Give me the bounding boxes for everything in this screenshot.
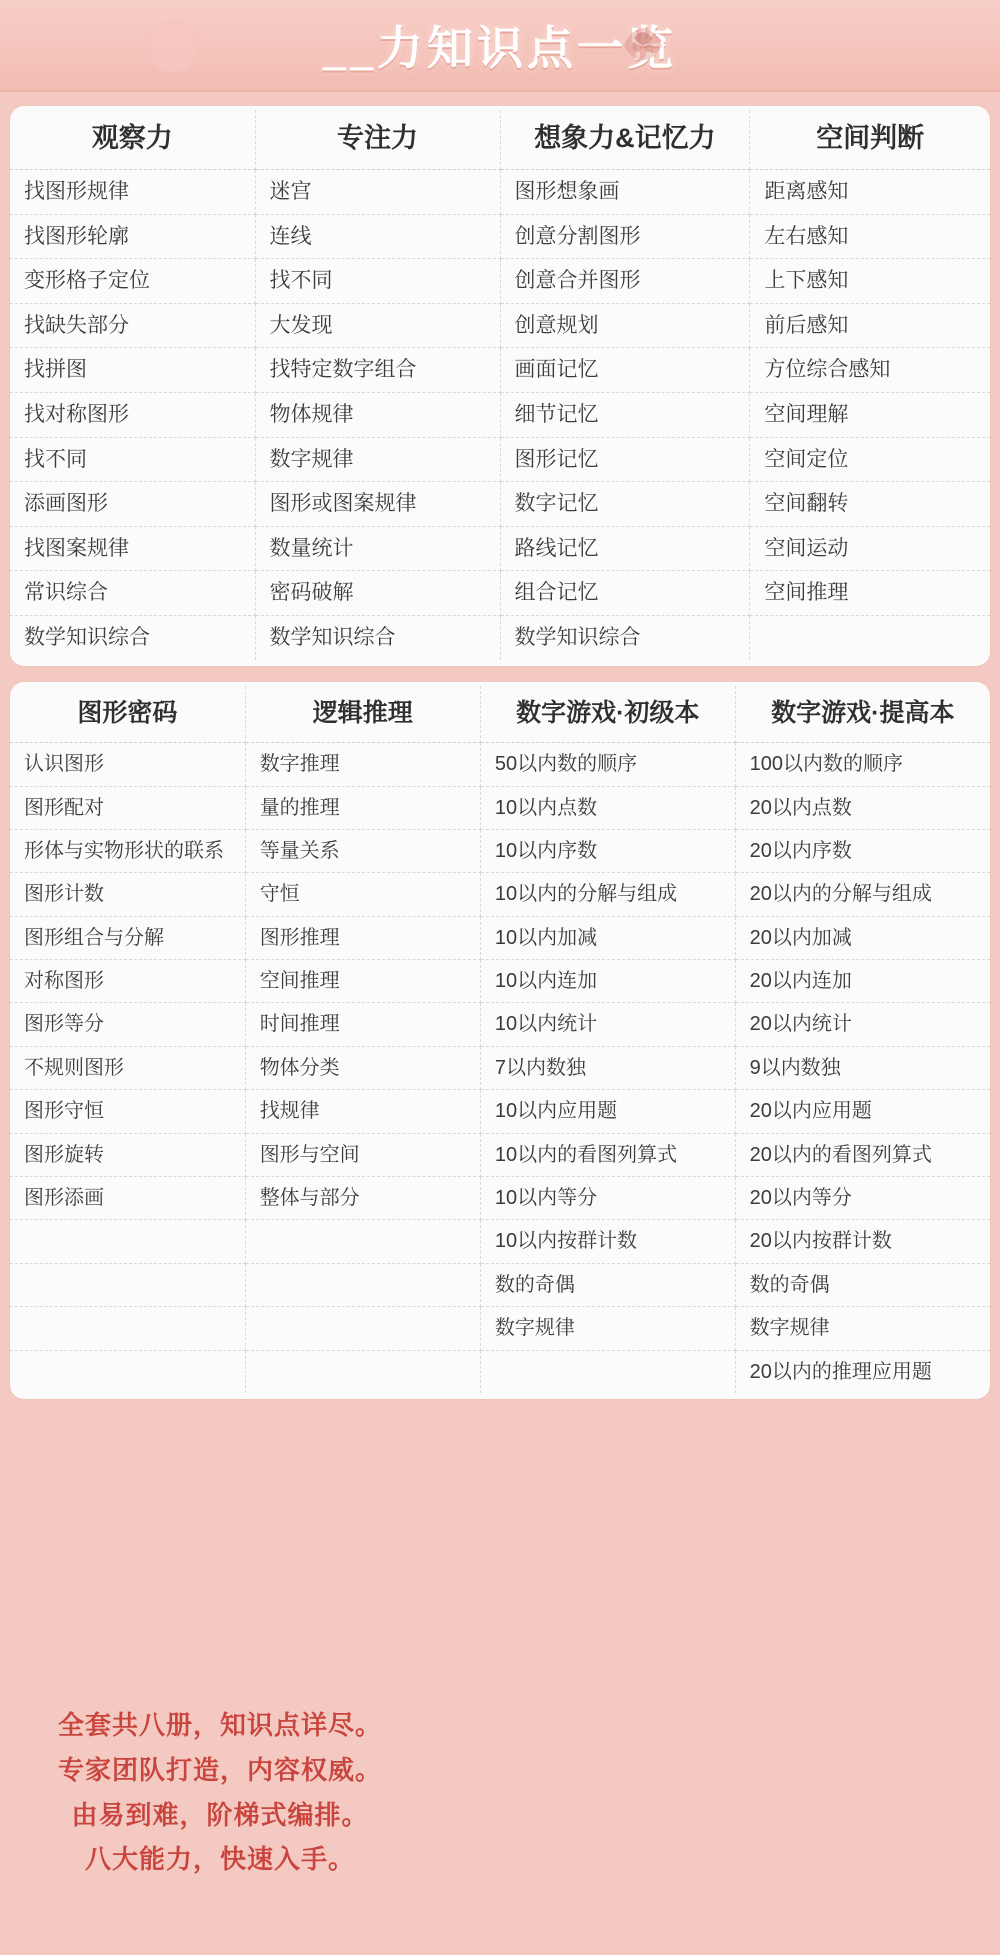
table-row [10,571,990,616]
table-cell: 距离感知 [750,169,990,214]
table-cell: 10以内的分解与组成 [480,873,735,916]
topics-table [10,686,990,1393]
table-cell: 等量关系 [245,829,480,872]
table-cell: 时间推理 [245,1003,480,1046]
page-title: __力知识点一览 [323,23,677,74]
table-cell: 20以内加减 [735,916,990,959]
footer-note [30,1704,410,1883]
table-cell: 空间推理 [750,571,990,616]
table-cell-empty [245,1220,480,1263]
table-cell: 找对称图形 [10,392,255,437]
table-cell-empty [245,1307,480,1350]
table-cell: 大发现 [255,303,500,348]
table-cell: 空间翻转 [750,482,990,527]
table-cell: 添画图形 [10,482,255,527]
table-row [10,1263,990,1306]
table-cell-empty [480,1350,735,1393]
table-cell: 数的奇偶 [735,1263,990,1306]
table-cell: 数字规律 [255,437,500,482]
table-cell: 创意规划 [500,303,750,348]
table-cell: 20以内的分解与组成 [735,873,990,916]
table-cell: 量的推理 [245,786,480,829]
table-cell: 数字记忆 [500,482,750,527]
table-cell: 方位综合感知 [750,348,990,393]
table-cell: 找图形轮廓 [10,214,255,259]
table-cell: 100以内数的顺序 [735,743,990,786]
column-header-shape-code: 图形密码 [10,686,245,743]
table-row [10,743,990,786]
table-cell: 整体与部分 [245,1177,480,1220]
table-cell: 图形等分 [10,1003,245,1046]
table-row [10,1090,990,1133]
table-cell: 数的奇偶 [480,1263,735,1306]
table-cell: 7以内数独 [480,1046,735,1089]
table-cell: 20以内连加 [735,960,990,1003]
table-cell: 50以内数的顺序 [480,743,735,786]
table-cell: 左右感知 [750,214,990,259]
table-cell-empty [10,1307,245,1350]
table-cell: 认识图形 [10,743,245,786]
table-row [10,303,990,348]
table-cell: 20以内的推理应用题 [749,1360,932,1383]
table-cell: 细节记忆 [500,392,750,437]
table-cell: 20以内统计 [735,1003,990,1046]
table-cell: 物体分类 [245,1046,480,1089]
table-row [10,259,990,304]
table-cell: 10以内连加 [480,960,735,1003]
table-cell: 变形格子定位 [10,259,255,304]
footer-note-line: 全套共八册，知识点详尽。 [57,1711,382,1741]
table-cell: 找图形规律 [10,169,255,214]
table-row [10,1003,990,1046]
abilities-table [10,110,990,660]
table-row [10,1046,990,1089]
table-cell-empty [10,1350,245,1393]
table-cell: 20以内等分 [735,1177,990,1220]
table-cell-empty [10,1263,245,1306]
table-cell: 创意分割图形 [500,214,750,259]
footer-note-line: 由易到难，阶梯式编排。 [71,1800,369,1830]
table-cell: 常识综合 [10,571,255,616]
table-cell: 图形想象画 [500,169,750,214]
table-cell: 图形添画 [10,1177,245,1220]
table-cell: 空间定位 [750,437,990,482]
table-row [10,616,990,660]
table-cell: 20以内的看图列算式 [735,1133,990,1176]
table-cell: 数学知识综合 [255,616,500,660]
table-row [10,786,990,829]
table-cell: 数字推理 [245,743,480,786]
table-cell: 找特定数字组合 [255,348,500,393]
column-header-logic: 逻辑推理 [245,686,480,743]
table-cell: 10以内按群计数 [480,1220,735,1263]
table-row [10,348,990,393]
table-cell: 图形与空间 [245,1133,480,1176]
table-cell: 连线 [255,214,500,259]
table-row [10,437,990,482]
table-cell: 不规则图形 [10,1046,245,1089]
table-cell: 10以内点数 [480,786,735,829]
table-row [10,1350,990,1393]
ink-blot-icon [150,20,196,72]
table-cell: 图形或图案规律 [255,482,500,527]
table-cell-empty [750,616,990,660]
table-cell: 找图案规律 [10,526,255,571]
table-cell: 密码破解 [255,571,500,616]
table-row [10,482,990,527]
table-row [10,392,990,437]
table-row [10,214,990,259]
table-cell-empty [245,1263,480,1306]
table-cell: 守恒 [245,873,480,916]
table-cell: 创意合并图形 [500,259,750,304]
table-cell: 迷宫 [255,169,500,214]
table-header-row [10,686,990,743]
column-header-imagination-memory: 想象力&记忆力 [500,110,750,169]
table-cell: 图形守恒 [10,1090,245,1133]
table-row [10,526,990,571]
table-cell: 空间推理 [245,960,480,1003]
table-cell: 10以内序数 [480,829,735,872]
table-row [10,916,990,959]
table-cell: 图形计数 [10,873,245,916]
table-row [10,1307,990,1350]
footer-note-line: 八大能力，快速入手。 [84,1845,355,1875]
table-cell: 10以内应用题 [480,1090,735,1133]
table-row [10,169,990,214]
table-cell: 前后感知 [750,303,990,348]
table-cell: 上下感知 [750,259,990,304]
table-row [10,1133,990,1176]
table-cell: 数学知识综合 [500,616,750,660]
table-row [10,1177,990,1220]
table-cell: 图形配对 [10,786,245,829]
table-cell: 图形组合与分解 [10,916,245,959]
table-cell: 路线记忆 [500,526,750,571]
page-banner [0,0,1000,92]
table-cell: 20以内序数 [735,829,990,872]
table-cell: 图形记忆 [500,437,750,482]
table-cell: 10以内加减 [480,916,735,959]
seal-stamp-icon [616,16,670,70]
table-cell: 图形旋转 [10,1133,245,1176]
table-cell: 数字规律 [480,1307,735,1350]
table-cell: 数量统计 [255,526,500,571]
table-cell: 20以内点数 [735,786,990,829]
table-header-row [10,110,990,169]
table-cell: 空间理解 [750,392,990,437]
table-cell-empty [245,1350,480,1393]
footer-note-line: 专家团队打造，内容权威。 [57,1755,382,1785]
column-header-observation: 观察力 [10,110,255,169]
table-cell: 空间运动 [750,526,990,571]
table-row [10,1220,990,1263]
table-cell: 组合记忆 [500,571,750,616]
topics-table-card [10,682,990,1399]
table-cell: 找不同 [255,259,500,304]
table-cell: 形体与实物形状的联系 [10,829,245,872]
abilities-table-card [10,106,990,666]
table-cell: 找缺失部分 [10,303,255,348]
table-cell: 找规律 [245,1090,480,1133]
column-header-focus: 专注力 [255,110,500,169]
table-cell: 找拼图 [10,348,255,393]
table-row [10,829,990,872]
table-cell: 20以内按群计数 [735,1220,990,1263]
column-header-spatial: 空间判断 [750,110,990,169]
table-cell: 10以内的看图列算式 [480,1133,735,1176]
table-cell: 对称图形 [10,960,245,1003]
table-cell: 数学知识综合 [10,616,255,660]
table-cell: 画面记忆 [500,348,750,393]
table-cell: 10以内统计 [480,1003,735,1046]
table-cell-empty [10,1220,245,1263]
table-cell: 找不同 [10,437,255,482]
table-row [10,960,990,1003]
column-header-number-basic: 数字游戏·初级本 [480,686,735,743]
table-cell: 10以内等分 [480,1177,735,1220]
table-row [10,873,990,916]
table-cell: 数字规律 [735,1307,990,1350]
table-cell: 物体规律 [255,392,500,437]
table-cell: 图形推理 [245,916,480,959]
table-cell: 9以内数独 [735,1046,990,1089]
table-cell: 20以内应用题 [735,1090,990,1133]
column-header-number-advanced: 数字游戏·提高本 [735,686,990,743]
